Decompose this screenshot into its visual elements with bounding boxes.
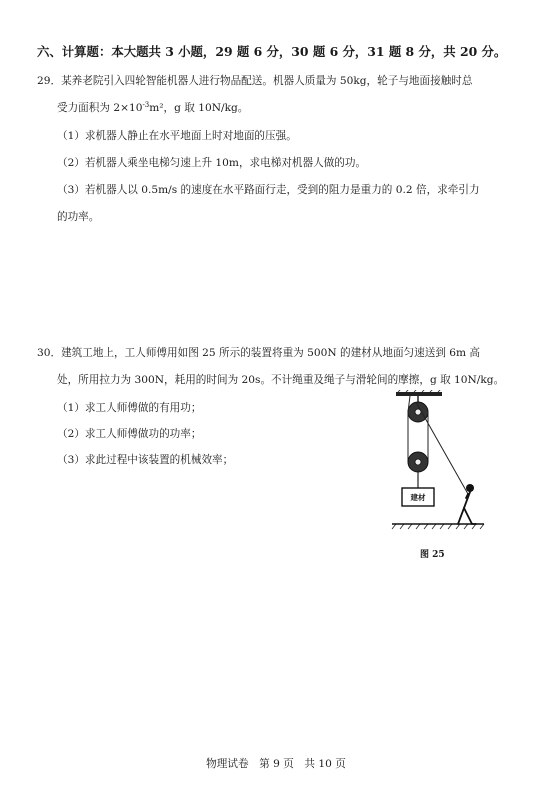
section-title: 六、计算题：本大题共 3 小题，29 题 6 分，30 题 6 分，31 题 8 分，共 20 分。 xyxy=(37,44,507,59)
question-30-stem-line2: 处，所用拉力为 300N，耗用的时间为 20s。不计绳重及绳子与滑轮间的摩擦，g 取 10N/kg。 xyxy=(57,374,505,386)
question-29-sub3: （3）若机器人以 0.5m/s 的速度在水平路面行走，受到的阻力是重力的 0.2 倍，求牵引力 xyxy=(57,184,480,196)
q29-area-text: 受力面积为 2×10 xyxy=(57,102,143,114)
question-29-stem-line1: 29．某养老院引入四轮智能机器人进行物品配送。机器人质量为 50kg，轮子与地面接触时总 xyxy=(37,75,473,87)
figure-caption: 图 25 xyxy=(420,550,445,560)
pulley-figure xyxy=(388,390,490,532)
material-box-label: 建材 xyxy=(410,493,426,502)
question-29-sub1: （1）求机器人静止在水平地面上时对地面的压强。 xyxy=(57,130,297,142)
worker-figure xyxy=(458,484,476,524)
q29-area-unit-text: m²，g 取 10N/kg。 xyxy=(149,102,249,114)
question-30-sub1: （1）求工人师傅做的有用功； xyxy=(57,402,202,414)
ceiling-hatch xyxy=(398,390,442,392)
question-30-stem-line1: 30．建筑工地上，工人师傅用如图 25 所示的装置将重为 500N 的建材从地面匀速送到 6m 高 xyxy=(37,347,481,359)
question-29-sub2: （2）若机器人乘坐电梯匀速上升 10m，求电梯对机器人做的功。 xyxy=(57,157,367,169)
page-footer: 物理试卷 第 9 页 共 10 页 xyxy=(206,758,346,770)
question-29-sub3-cont: 的功率。 xyxy=(57,211,100,223)
movable-pulley-axle xyxy=(415,459,421,465)
ceiling-beam xyxy=(396,392,442,396)
question-29-stem-line2 xyxy=(57,101,248,115)
q29-area-exponent: -3 xyxy=(142,101,150,109)
question-30-sub2: （2）求工人师傅做功的功率； xyxy=(57,428,202,440)
question-30-sub3: （3）求此过程中该装置的机械效率； xyxy=(57,454,234,466)
rope-to-worker xyxy=(416,402,468,494)
